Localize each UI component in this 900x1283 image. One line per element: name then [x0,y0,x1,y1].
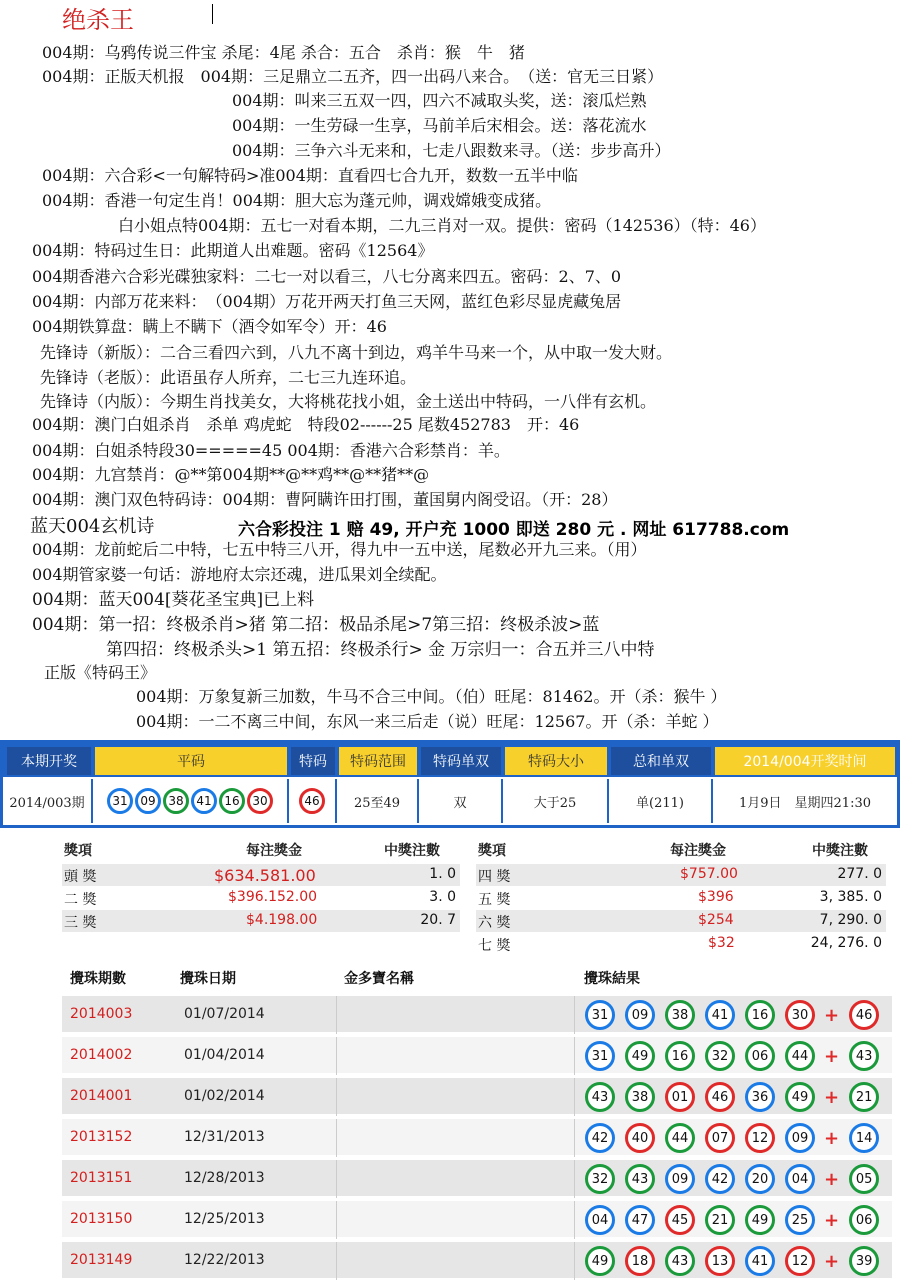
column-divider [574,1201,575,1239]
plus-sign: + [824,1127,840,1149]
header-cell: 特码 [291,747,335,775]
history-row [62,1035,892,1073]
text-line: 先锋诗（内版）：今期生肖找美女，大将桃花找小姐，金土送出中特码，一八伴有玄机。 [40,392,657,411]
draw-period-cell: 2014001 [70,1088,133,1104]
special-ball: 06 [849,1205,879,1235]
draw-period-cell: 2013151 [70,1170,133,1186]
plus-sign: + [824,1209,840,1231]
ball: 25 [785,1205,815,1235]
prize-header: 每注獎金 [246,843,302,859]
text-line: 004期：第一招：终极杀肖>猪 第二招：极品杀尾>7第三招：终极杀波>蓝 [32,615,600,635]
draw-date-cell: 12/28/2013 [184,1170,265,1186]
special-ball: 39 [849,1246,879,1276]
text-line: 004期：澳门双色特码诗：004期：曹阿瞒许田打围，董国舅内阁受诏。（开：28） [32,490,618,509]
text-line: 004期：乌鸦传说三件宝 杀尾：4尾 杀合：五合 杀肖：猴 牛 猪 [42,43,525,62]
draw-date-cell: 12/22/2013 [184,1252,265,1268]
draw-period-cell: 2013152 [70,1129,133,1145]
prize-row: 七 獎 $32 24, 276. 0 [478,935,882,954]
draw-results-table [0,740,900,828]
special-ball: 21 [849,1082,879,1112]
draw-result-balls [584,1164,888,1194]
ball: 16 [665,1041,695,1071]
header-cell: 平码 [95,747,287,775]
column-divider [574,1119,575,1157]
text-line: 004期：三争六斗无来和，七走八跟数来寻。（送：步步高升） [232,141,671,160]
ball: 46 [705,1082,735,1112]
text-line: 004期：香港一句定生肖！004期：胆大忘为蓬元帅，调戏嫦娥变成猪。 [42,191,552,210]
ball: 21 [705,1205,735,1235]
special-odd-even: 双 [419,779,503,823]
header-cell: 总和单双 [611,747,711,775]
special-ball: 05 [849,1164,879,1194]
sum-odd-even: 单(211) [609,779,713,823]
draw-result-balls [584,1082,888,1112]
draw-date-cell: 01/07/2014 [184,1006,265,1022]
text-line: 004期：一生劳碌一生享，马前羊后宋相会。送：落花流水 [232,116,647,135]
column-divider [574,1242,575,1280]
draw-period-cell: 2014002 [70,1047,133,1063]
prize-row: 四 獎 $757.00 277. 0 [476,864,886,886]
draw-result-balls [584,1246,888,1276]
draw-date-cell: 12/25/2013 [184,1211,265,1227]
history-header: 攪珠期數 攪珠日期 金多寶名稱 攪珠結果 [70,971,640,987]
prize-row: 二 獎 $396.152.00 3. 0 [64,889,456,908]
text-line: 白小姐点特004期：五七一对看本期，二九三肖对一双。提供：密码（142536）（特：46） [118,216,766,235]
draw-date-cell: 01/04/2014 [184,1047,265,1063]
text-line: 004期：正版天机报 004期：三足鼎立二五齐，四一出码八来合。 （送：官无三日紧） [42,67,664,86]
promo-banner: 六合彩投注 1 赔 49, 开户充 1000 即送 280 元 . 网址 617788.com [238,520,790,540]
ball: 04 [785,1164,815,1194]
draw-result-balls [584,1205,888,1235]
draw-result-balls [584,1123,888,1153]
special-ball: 46 [299,788,325,814]
prize-row: 六 獎 $254 7, 290. 0 [476,910,886,932]
text-line: 004期：一二不离三中间，东风一来三后走（说）旺尾：12567。开（杀：羊蛇 ） [136,712,719,731]
regular-balls [93,779,289,823]
prize-header: 中獎注數 [384,843,440,859]
draw-result-balls [584,1000,888,1030]
text-line: 004期：内部万花来料： （004期）万花开两天打鱼三天网，蓝红色彩尽显虎藏兔居 [32,292,622,311]
history-row [62,994,892,1032]
next-draw-time: 1月9日 星期四21:30 [738,795,871,811]
ball: 49 [785,1082,815,1112]
column-divider [574,1078,575,1116]
text-line: 004期：龙前蛇后二中特，七五中特三八开，得九中一五中送，尾数必开九三来。（用） [32,540,647,559]
ball: 16 [745,1000,775,1030]
column-divider [574,996,575,1034]
header-cell: 特码大小 [505,747,607,775]
ball: 49 [625,1041,655,1071]
prize-header: 每注獎金 [670,843,726,859]
header-cell: 本期开奖 [7,747,91,775]
column-divider [336,1242,337,1280]
ball: 31 [585,1000,615,1030]
text-line: 004期：九宫禁肖：@**第004期**@**鸡**@**猪**@ [32,465,430,484]
ball: 43 [665,1246,695,1276]
history-row [62,1158,892,1196]
text-line: 004期：特码过生日：此期道人出难题。密码《12564》 [32,241,434,260]
special-ball-cell [289,779,337,823]
column-divider [336,1119,337,1157]
ball: 40 [625,1123,655,1153]
ball: 16 [219,788,245,814]
text-line: 先锋诗（老版）：此语虽存人所弃，二七三九连环追。 [40,368,417,387]
text-cursor [212,4,213,24]
ball: 13 [705,1246,735,1276]
ball: 09 [785,1123,815,1153]
draw-period: 2014/003期 [3,779,93,823]
prize-header: 獎項 [64,843,92,859]
column-divider [336,1037,337,1075]
prize-row: 五 獎 $396 3, 385. 0 [478,889,882,908]
ball: 06 [745,1041,775,1071]
prize-header: 獎項 [478,843,506,859]
text-line: 先锋诗（新版）：二合三看四六到，八九不离十到边，鸡羊牛马来一个，从中取一发大财。 [40,343,673,362]
text-line: 004期：澳门白姐杀肖 杀单 鸡虎蛇 特段02------25 尾数452783 开：46 [32,415,580,434]
ball: 47 [625,1205,655,1235]
ball: 31 [585,1041,615,1071]
ball: 41 [705,1000,735,1030]
header-cell: 特码单双 [421,747,501,775]
history-row [62,1240,892,1278]
plus-sign: + [824,1045,840,1067]
text-line: 004期：六合彩<一句解特码>准004期：直看四七合九开，数数一五半中临 [42,166,578,185]
prize-table-left [62,840,460,936]
special-ball: 46 [849,1000,879,1030]
special-ball: 43 [849,1041,879,1071]
ball: 20 [745,1164,775,1194]
ball: 32 [705,1041,735,1071]
ball: 38 [665,1000,695,1030]
text-line: 第四招：终极杀头>1 第五招：终极杀行> 金 万宗归一：合五并三八中特 [106,640,655,660]
text-line: 004期铁算盘：瞒上不瞒下（酒令如军令）开：46 [32,317,387,336]
draw-date-cell: 12/31/2013 [184,1129,265,1145]
ball: 43 [585,1082,615,1112]
special-ball: 14 [849,1123,879,1153]
ball: 04 [585,1205,615,1235]
ball: 41 [191,788,217,814]
draw-result-balls [584,1041,888,1071]
ball: 18 [625,1246,655,1276]
draw-period-cell: 2014003 [70,1006,133,1022]
lantian-label: 蓝天004玄机诗 [30,516,155,537]
ball: 30 [247,788,273,814]
text-line: 004期：白姐杀特段30=====45 004期：香港六合彩禁肖：羊。 [32,441,510,460]
text-line: 004期：万象复新三加数，牛马不合三中间。（伯）旺尾：81462。开（杀：猴牛 ） [136,687,727,706]
ball: 49 [745,1205,775,1235]
column-divider [574,1037,575,1075]
history-row [62,1076,892,1114]
prize-table-right [476,840,886,956]
ball: 44 [785,1041,815,1071]
prize-row: 三 獎 $4.198.00 20. 7 [62,910,460,932]
header-cell: 2014/004开奖时间 [715,747,895,775]
draw-period-cell: 2013150 [70,1211,133,1227]
ball: 12 [785,1246,815,1276]
ball: 09 [625,1000,655,1030]
ball: 38 [625,1082,655,1112]
ball: 42 [585,1123,615,1153]
prize-header: 中獎注數 [812,843,868,859]
ball: 30 [785,1000,815,1030]
history-row [62,1117,892,1155]
column-divider [336,996,337,1034]
history-row [62,1199,892,1237]
text-line: 正版《特码王》 [44,663,157,682]
header-cell: 特码范围 [339,747,417,775]
ball: 43 [625,1164,655,1194]
ball: 01 [665,1082,695,1112]
ball: 32 [585,1164,615,1194]
plus-sign: + [824,1168,840,1190]
ball: 12 [745,1123,775,1153]
ball: 45 [665,1205,695,1235]
ball: 36 [745,1082,775,1112]
ball: 31 [107,788,133,814]
plus-sign: + [824,1004,840,1026]
column-divider [336,1078,337,1116]
text-line: 004期：叫来三五双一四，四六不减取头奖，送：滚瓜烂熟 [232,91,647,110]
ball: 49 [585,1246,615,1276]
plus-sign: + [824,1250,840,1272]
text-line: 004期香港六合彩光碟独家料：二七一对以看三，八七分离来四五。密码：2、7、0 [32,267,622,286]
draw-date-cell: 01/02/2014 [184,1088,265,1104]
text-line: 004期管家婆一句话：游地府太宗还魂，进瓜果刘全续配。 [32,565,447,584]
page-title: 绝杀王 [62,6,134,34]
ball: 42 [705,1164,735,1194]
special-range: 25至49 [337,779,419,823]
column-divider [574,1160,575,1198]
ball: 09 [135,788,161,814]
ball: 44 [665,1123,695,1153]
column-divider [336,1201,337,1239]
plus-sign: + [824,1086,840,1108]
ball: 41 [745,1246,775,1276]
ball: 38 [163,788,189,814]
column-divider [336,1160,337,1198]
special-size: 大于25 [503,779,609,823]
ball: 09 [665,1164,695,1194]
text-line: 004期：蓝天004[葵花圣宝典]已上料 [32,590,315,610]
ball: 07 [705,1123,735,1153]
draw-period-cell: 2013149 [70,1252,133,1268]
prize-row: 頭 獎 $634.581.00 1. 0 [62,864,460,886]
